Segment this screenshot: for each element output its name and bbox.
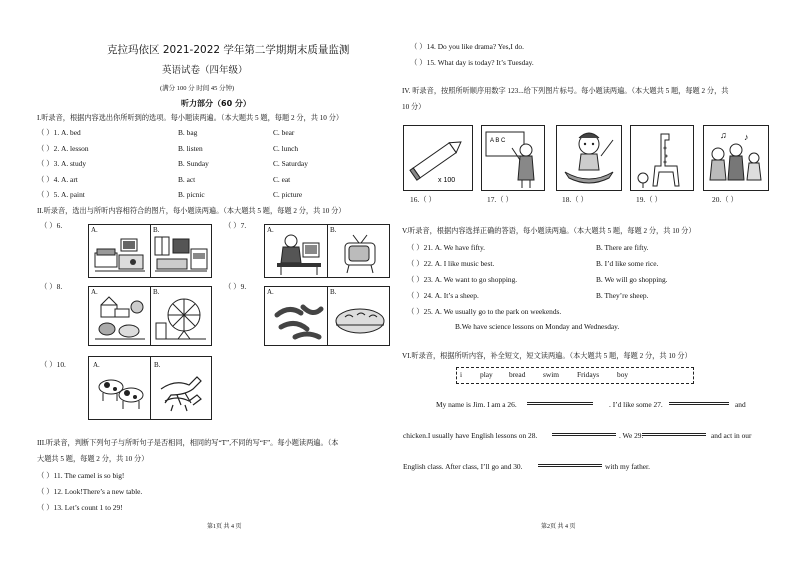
exam-title: 克拉玛依区 2021-2022 学年第二学期期末质量监测 — [107, 44, 350, 56]
q3-c: C. Saturday — [273, 159, 308, 168]
blank-28-top[interactable] — [552, 427, 616, 434]
q12: （ ）12. Look!There’s a new table. — [37, 487, 143, 496]
q5-a: （ ）5. A. paint — [37, 190, 85, 199]
section1-instruction: I.听录音，根据内容选出你所听到的选项。每小题读两遍。（本大题共 5 题，每题 2 分，共 10 分） — [37, 114, 344, 122]
q2-b: B. listen — [178, 144, 203, 153]
q6-option-a: A. — [91, 226, 98, 234]
word-swim: swim — [543, 370, 560, 379]
board-text: A B C — [490, 138, 506, 144]
section4-instruction-line1: IV. 听录音，按照所听顺序用数字 123...给下列图片标号。每小题读两遍。（本大题共 5 题，每题 2 分，共 — [402, 87, 729, 95]
pencils-label: x 100 — [438, 177, 456, 184]
q7-picture-box — [264, 224, 390, 278]
q8-option-b: B. — [153, 288, 160, 296]
q14: （ ）14. Do you like drama? Yes,I do. — [410, 42, 524, 51]
q2-c: C. lunch — [273, 144, 299, 153]
cows-picture — [95, 371, 147, 411]
section2-instruction: II.听录音，选出与所听内容相符合的图片，每小题读两遍。（本大题共 5 题，每题 2 分，共 10 分） — [37, 207, 346, 215]
footer-left: 第1页 共 4 页 — [207, 524, 242, 530]
passage-line3-a: English class. After class, I’ll go and 30. — [403, 462, 523, 471]
word-bread: bread — [509, 370, 526, 379]
section5-instruction: V.听录音，根据内容选择正确的答语，每小题读两遍。（本大题共 5 题，每题 2 分，共 10 分） — [402, 227, 696, 235]
q9-picture-box — [264, 286, 390, 346]
amusement-park-picture — [154, 295, 208, 343]
q24-b: B. They’re sheep. — [596, 291, 649, 300]
blank-26-top[interactable] — [527, 396, 593, 403]
q8-option-a: A. — [91, 288, 98, 296]
living-room-picture — [93, 233, 147, 275]
q4-b: B. act — [178, 175, 196, 184]
q4-a: （ ）4. A. art — [37, 175, 78, 184]
q10-label: （ ）10. — [40, 360, 66, 369]
q4-c: C. eat — [273, 175, 291, 184]
passage-line2-a: chicken.I usually have English lessons on 28. — [403, 431, 538, 440]
section6-instruction: VI.听录音，根据所听内容，补全短文，短文读两遍。（本大题共 5 题，每题 2 分，共 10 分） — [402, 352, 692, 360]
q1-b: B. bag — [178, 128, 198, 137]
q10-option-a: A. — [93, 361, 100, 369]
label-20: 20.（ ） — [712, 195, 738, 204]
q23-b: B. We will go shopping. — [596, 275, 668, 284]
q8-picture-box — [88, 286, 212, 346]
q15: （ ）15. What day is today? It’s Tuesday. — [410, 58, 534, 67]
blank-29[interactable] — [642, 435, 706, 436]
pencils-picture — [403, 125, 473, 191]
q9-label: （ ）9. — [224, 282, 247, 291]
label-19: 19.（ ） — [636, 195, 662, 204]
exam-meta: (满分 100 分 时间 45 分钟) — [160, 85, 235, 92]
passage-line1-c: and — [735, 400, 746, 409]
passage-line1-a: My name is Jim. I am a 26. — [436, 400, 517, 409]
q6-picture-box — [88, 224, 212, 278]
q9-option-a: A. — [267, 288, 274, 296]
blank-30-top[interactable] — [538, 458, 602, 465]
computer-desk-picture — [271, 231, 325, 275]
q24-a: （ ）24. A. It’s a sheep. — [407, 291, 479, 300]
q25-b: B.We have science lessons on Monday and Wednesday. — [455, 322, 620, 331]
q9-option-b: B. — [330, 288, 337, 296]
q21-a: （ ）21. A. We have fifty. — [407, 243, 486, 252]
word-bank-bar: i — [460, 370, 463, 379]
blank-30[interactable] — [538, 466, 602, 467]
passage-line1-b: . I’d like some 27. — [609, 400, 663, 409]
q6-label: （ ）6. — [40, 221, 63, 230]
label-17: 17.（ ） — [487, 195, 513, 204]
q5-c: C. picture — [273, 190, 303, 199]
svg-text:♫: ♫ — [720, 130, 727, 140]
q6-option-b: B. — [153, 226, 160, 234]
blank-27-top[interactable] — [669, 396, 729, 403]
q2-a: （ ）2. A. lesson — [37, 144, 89, 153]
blank-26[interactable] — [527, 404, 593, 405]
q8-label: （ ）8. — [40, 282, 63, 291]
sausages-picture — [271, 297, 325, 341]
tv-picture — [335, 233, 385, 275]
q22-b: B. I’d like some rice. — [596, 259, 659, 268]
q1-a: （ ）1. A. bed — [37, 128, 81, 137]
svg-text:♪: ♪ — [744, 132, 749, 142]
q7-option-a: A. — [267, 226, 274, 234]
footer-right: 第2页 共 4 页 — [541, 524, 576, 530]
q1-c: C. bear — [273, 128, 295, 137]
passage-line2-b: . We 29. — [619, 431, 644, 440]
label-18: 18.（ ） — [562, 195, 588, 204]
passage-line3-b: with my father. — [605, 462, 650, 471]
bread-picture — [333, 299, 387, 339]
q25-a: （ ）25. A. We usually go to the park on weekends. — [407, 307, 562, 316]
q13: （ ）13. Let’s count 1 to 29! — [37, 503, 123, 512]
zoo-picture — [93, 295, 147, 343]
horses-picture — [155, 371, 209, 413]
blank-29-top[interactable] — [642, 427, 706, 434]
blank-28[interactable] — [552, 435, 616, 436]
label-16: 16.（ ） — [410, 195, 436, 204]
q21-b: B. There are fifty. — [596, 243, 649, 252]
q11: （ ）11. The camel is so big! — [37, 471, 125, 480]
passage-line2-c: and act in our — [711, 431, 752, 440]
q10-picture-box — [88, 356, 212, 420]
section3-instruction-line1: III.听录音，判断下列句子与所听句子是否相同，相同的写“T”,不同的写“F”。每小题读两遍。（本 — [37, 439, 339, 447]
family-singing-picture — [703, 125, 769, 191]
exam-subtitle: 英语试卷（四年级） — [162, 65, 248, 76]
teacher-picture — [481, 125, 545, 191]
blank-27[interactable] — [669, 404, 729, 405]
q7-option-b: B. — [330, 226, 337, 234]
q5-b: B. picnic — [178, 190, 205, 199]
section3-instruction-line2: 大题共 5 题，每题 2 分，共 10 分） — [37, 455, 149, 463]
q7-label: （ ）7. — [224, 221, 247, 230]
word-play: play — [480, 370, 493, 379]
q3-a: （ ）3. A. study — [37, 159, 87, 168]
q10-option-b: B. — [154, 361, 161, 369]
section4-instruction-line2: 10 分） — [402, 103, 426, 111]
q23-a: （ ）23. A. We want to go shopping. — [407, 275, 518, 284]
q22-a: （ ）22. A. I like music best. — [407, 259, 495, 268]
boy-boating-picture — [556, 125, 622, 191]
word-fridays: Fridays — [577, 370, 600, 379]
listening-heading: 听力部分（60 分） — [181, 99, 251, 108]
bedroom-picture — [153, 233, 209, 275]
q3-b: B. Sunday — [178, 159, 209, 168]
giraffe-picture — [630, 125, 694, 191]
word-boy: boy — [617, 370, 629, 379]
